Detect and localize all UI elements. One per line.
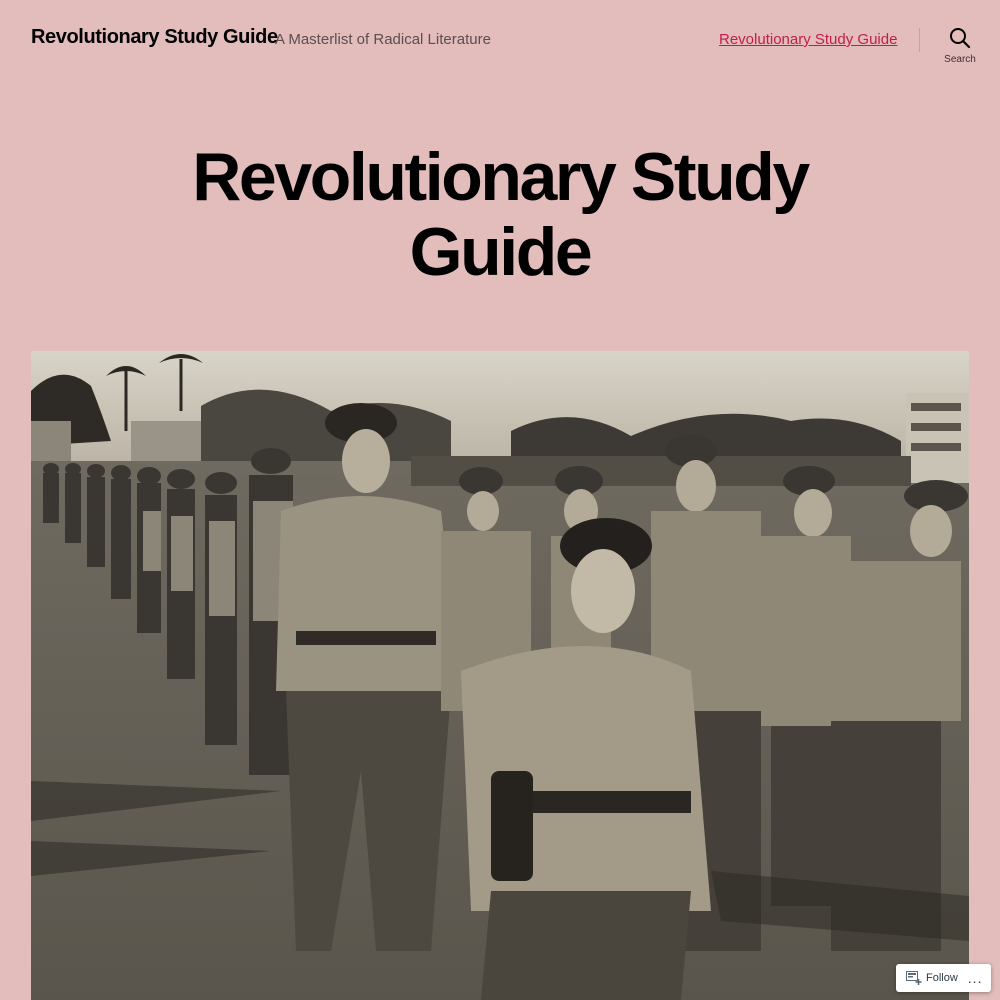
site-title-link[interactable]: Revolutionary Study Guide bbox=[31, 26, 278, 48]
nav-divider bbox=[919, 28, 920, 52]
follow-icon bbox=[906, 971, 922, 985]
site-header bbox=[0, 0, 1000, 80]
page-title: Revolutionary Study Guide bbox=[192, 139, 808, 290]
more-icon[interactable]: ... bbox=[967, 970, 983, 986]
follow-button[interactable] bbox=[896, 964, 964, 992]
follow-label: Follow bbox=[926, 972, 958, 984]
featured-image bbox=[31, 351, 969, 1000]
site-tagline: A Masterlist of Radical Literature bbox=[275, 31, 491, 48]
search-label: Search bbox=[944, 54, 976, 65]
search-icon bbox=[938, 27, 982, 49]
featured-photo bbox=[31, 351, 969, 1000]
nav-link-revolutionary-study-guide[interactable]: Revolutionary Study Guide bbox=[719, 31, 898, 48]
search-button[interactable] bbox=[938, 27, 982, 69]
follow-widget bbox=[896, 964, 991, 992]
